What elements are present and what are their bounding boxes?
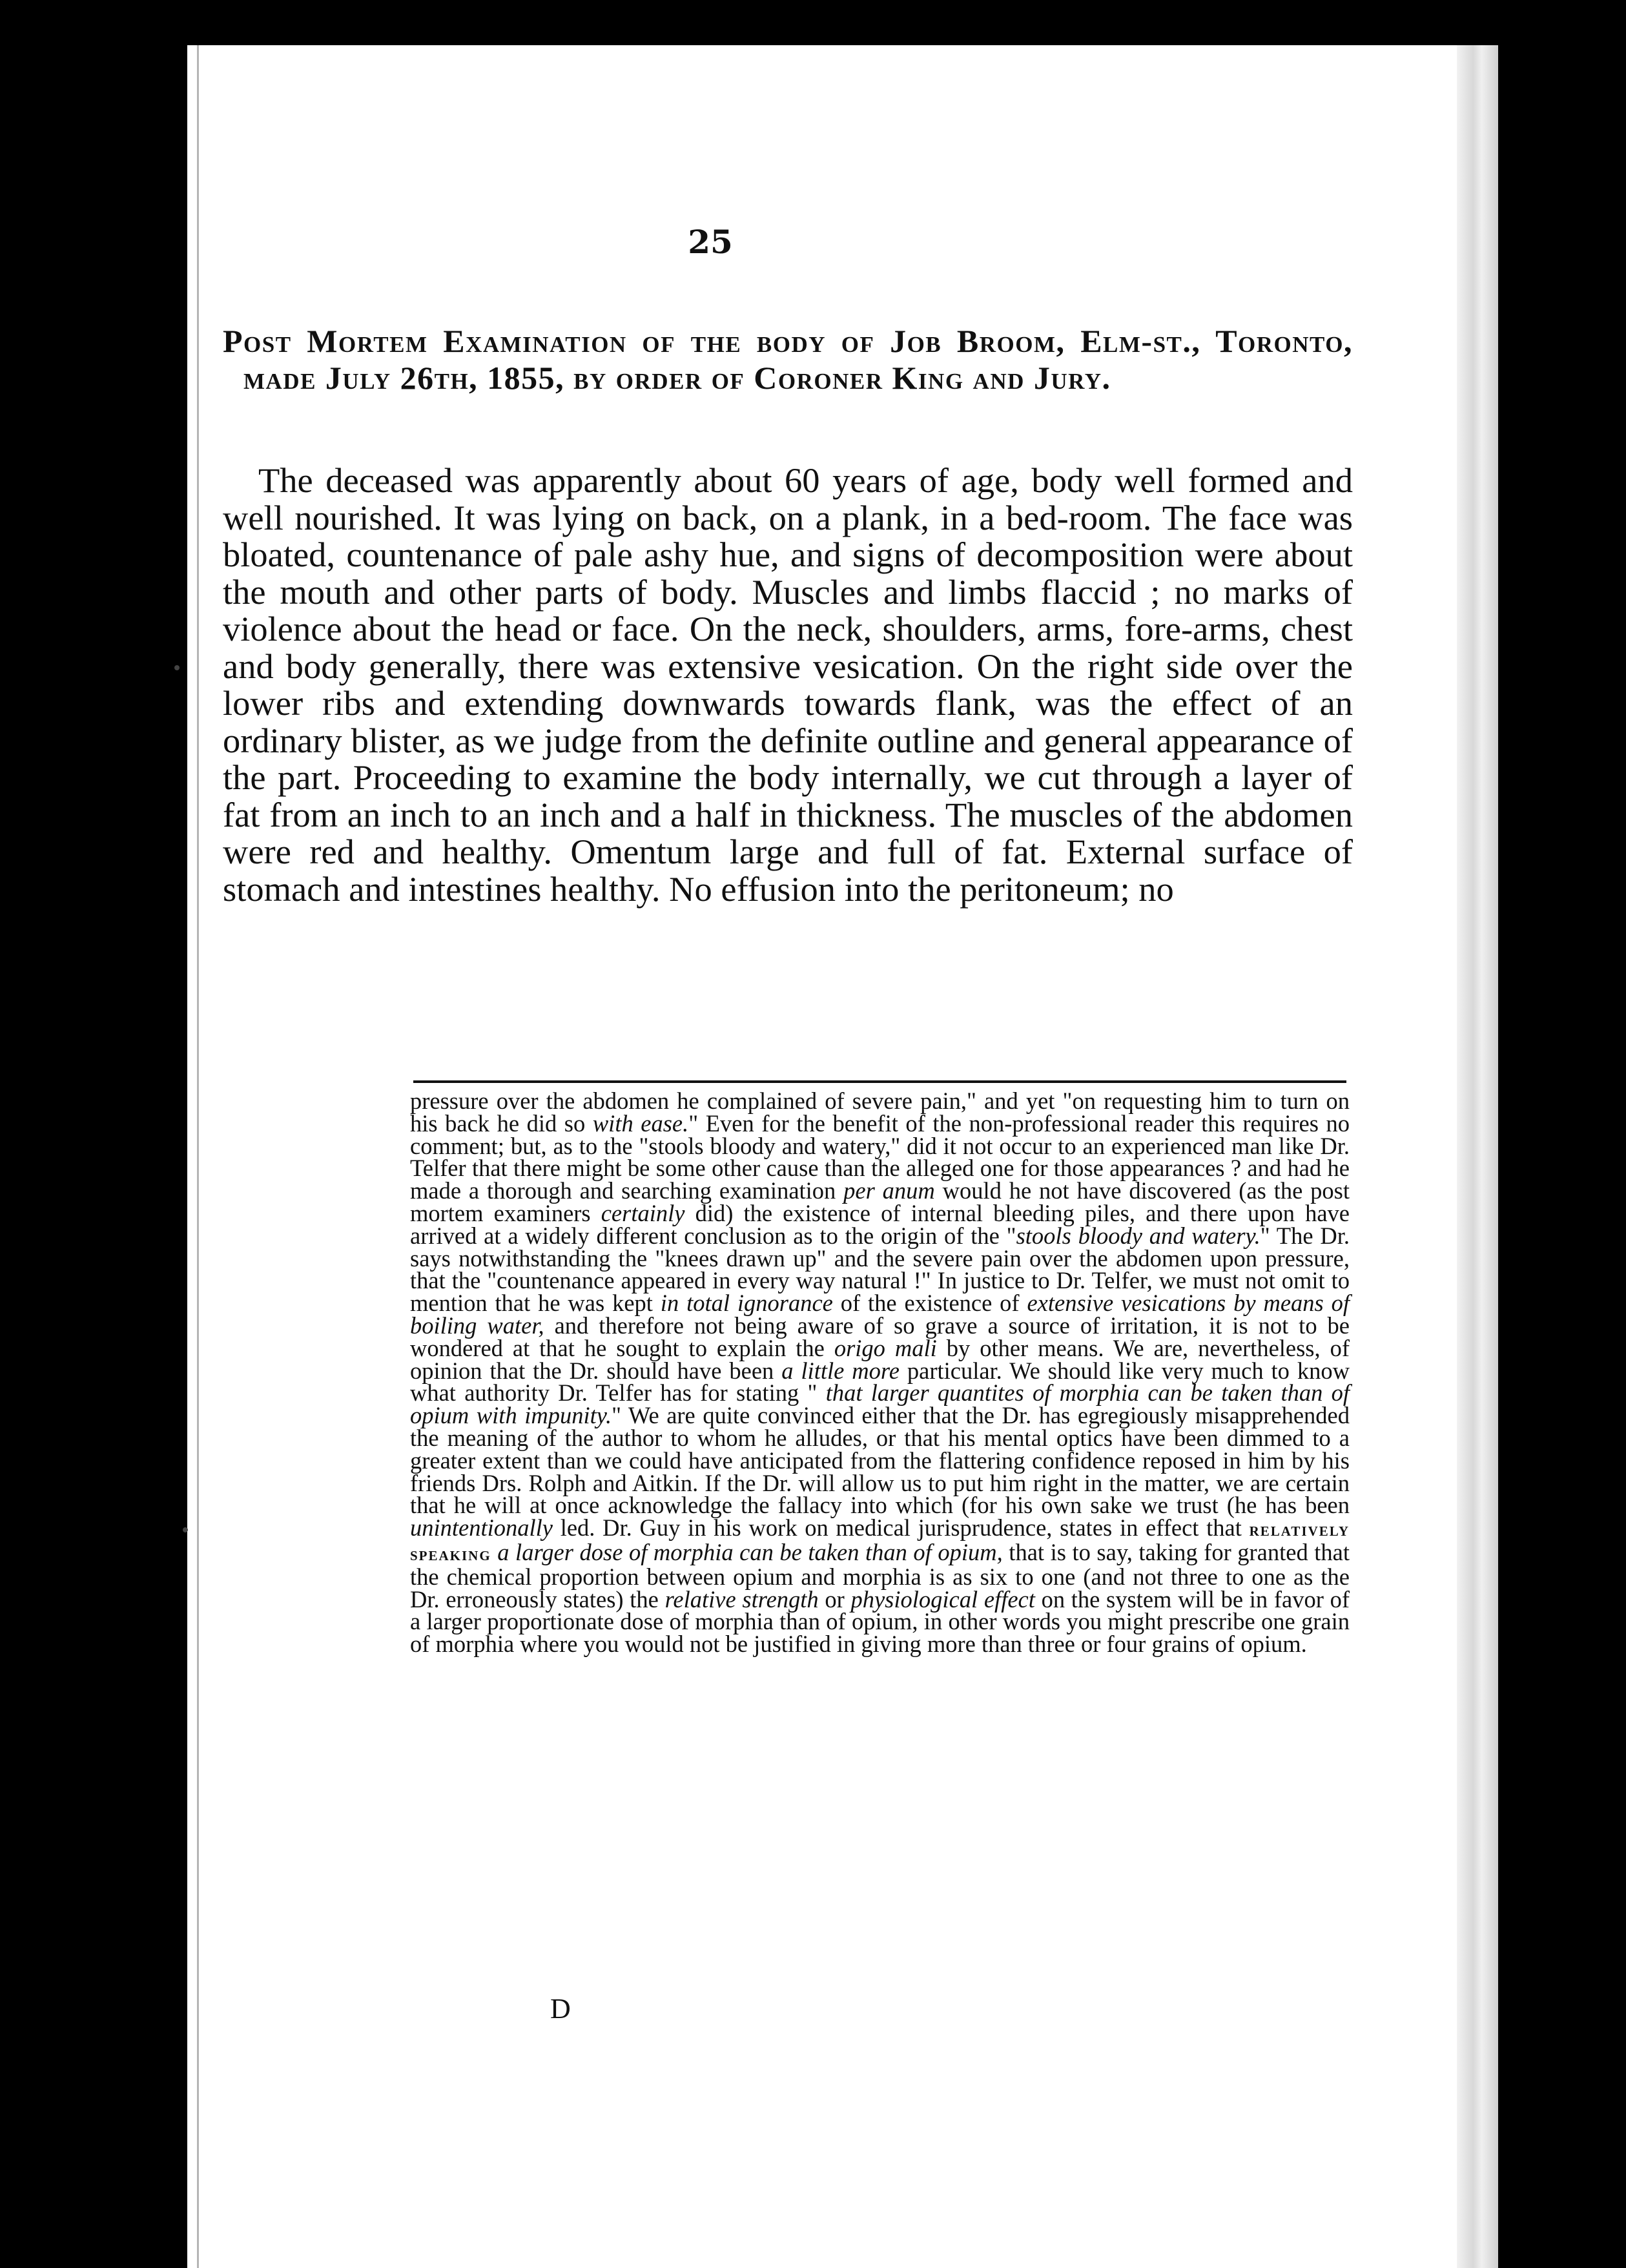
margin-dot [183,1527,188,1532]
page-spine-edge [187,45,199,2268]
footnote-divider [413,1080,1346,1083]
page-fore-edge [1457,45,1498,2268]
footnote-text: pressure over the abdomen he complained of severe pain," and yet "on requesting him to turn on his back he did so with ease." Even for the benefit of the non-professional reader this requires no comment; but, as to the "stools bloody and watery," did it not occur to an experienced man like Dr. Telfer that there might be some other cause than the alleged one for those appearances ? and had he made a thorough and searching examination per anum would he not have discovered (as the post mortem examiners certainly did) the existence of internal bleeding piles, and there upon have arrived at a widely different conclusion as to the origin of the "stools bloody and watery." The Dr. says notwithstanding the "knees drawn up" and the severe pain over the abdomen upon pressure, that the "countenance appeared in every way natural !" In justice to Dr. Telfer, we must not omit to mention that he was kept in total ignorance of the existence of extensive vesications by means of boiling water, and therefore not being aware of so grave a source of irritation, it is not to be wondered at that he sought to explain the origo mali by other means. We are, nevertheless, of opinion that the Dr. should have been a little more particular. We should like very much to know what authority Dr. Telfer has for stating " that larger quantites of morphia can be taken than of opium with impunity." We are quite convinced either that the Dr. has egregiously misapprehended the meaning of the author to whom he alludes, or that his mental optics have been dimmed to a greater extent than we could have anticipated from the flattering confidence reposed in him by his friends Drs. Rolph and Aitkin. If the Dr. will allow us to put him right in the matter, we are certain that he will at once acknowledge the fallacy into which (for his own sake we trust (he has been unintentionally led. Dr. Guy in his work on medical jurisprudence, states in effect that relatively speaking a larger dose of morphia can be taken than of opium, that is to say, taking for granted that the chemical proportion between opium and morphia is as six to one (and not three to one as the Dr. erroneously states) the relative strength or physiological effect on the system will be in favor of a larger proportionate dose of morphia than of opium, in other words you might prescribe one grain of morphia where you would not be justified in giving more than three or four grains of opium. [410,1088,1350,1658]
body-paragraph: The deceased was apparently about 60 years of age, body well formed and well nourished. It was lying on back, on a plank, in a bed-room. The face was bloated, countenance of pale ashy hue, and signs of decomposition were about the mouth and other parts of body. Muscles and limbs flaccid ; no marks of violence about the head or face. On the neck, shoulders, arms, fore-arms, chest and body generally, there was extensive vesication. On the right side over the lower ribs and extending downwards towards flank, was the effect of an ordinary blister, as we judge from the definite outline and general appearance of the part. Proceeding to examine the body internally, we cut through a layer of fat from an inch to an inch and a half in thickness. The muscles of the abdomen were red and healthy. Omentum large and full of fat. External surface of stomach and intestines healthy. No effusion into the peritoneum; no [223,460,1353,909]
section-heading: Post Mortem Examination of the body of Job Broom, Elm-st., Toronto, made July 26th, 1855, by order of Coroner King and Jury. [223,323,1353,396]
page-number: 25 [688,223,733,261]
margin-dot [174,665,180,670]
signature-mark: D [550,1993,571,2025]
